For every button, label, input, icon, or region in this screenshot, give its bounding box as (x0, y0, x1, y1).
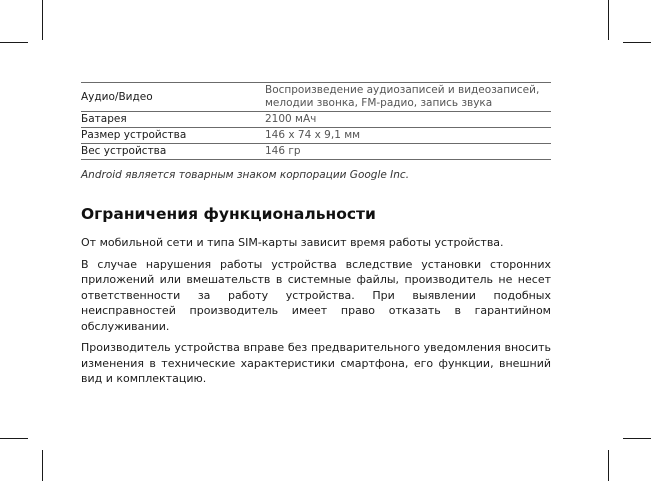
table-row (81, 83, 551, 112)
section-body (81, 235, 551, 393)
spec-value: 2100 мАч (265, 112, 551, 128)
crop-mark-bottom-left-v (42, 450, 43, 481)
crop-mark-top-left-h (0, 42, 28, 43)
crop-mark-bottom-left-h (0, 438, 28, 439)
paragraph: В случае нарушения работы устройства вследствие установки сторонних приложений или вмешательств в системные файлы, производитель не несет ответственности за работу устройства. При выявлении подобных неисправностей производитель имеет право отказать в гарантийном обслуживании. (81, 257, 551, 333)
spec-table (81, 82, 551, 160)
crop-mark-bottom-right-h (623, 438, 651, 439)
crop-mark-top-left-v (42, 0, 43, 40)
spec-label: Аудио/Видео (81, 83, 265, 112)
table-row (81, 112, 551, 128)
spec-value: 146 x 74 x 9,1 мм (265, 128, 551, 144)
spec-value: 146 гр (265, 144, 551, 160)
trademark-note: Android является товарным знаком корпорации Google Inc. (81, 169, 410, 181)
crop-mark-top-right-v (608, 0, 609, 40)
crop-mark-top-right-h (623, 42, 651, 43)
table-row (81, 144, 551, 160)
spec-label: Батарея (81, 112, 265, 128)
paragraph: Производитель устройства вправе без предварительного уведомления вносить изменения в технические характеристики смартфона, его функции, внешний вид и комплектацию. (81, 341, 551, 385)
spec-label: Вес устройства (81, 144, 265, 160)
section-title: Ограничения функциональности (81, 205, 376, 223)
crop-mark-bottom-right-v (608, 450, 609, 481)
spec-value: Воспроизведение аудиозаписей и видеозаписей, мелодии звонка, FM-радио, запись звука (265, 83, 551, 112)
spec-label: Размер устройства (81, 128, 265, 144)
paragraph: От мобильной сети и типа SIM-карты зависит время работы устройства. (81, 236, 504, 249)
table-row (81, 128, 551, 144)
